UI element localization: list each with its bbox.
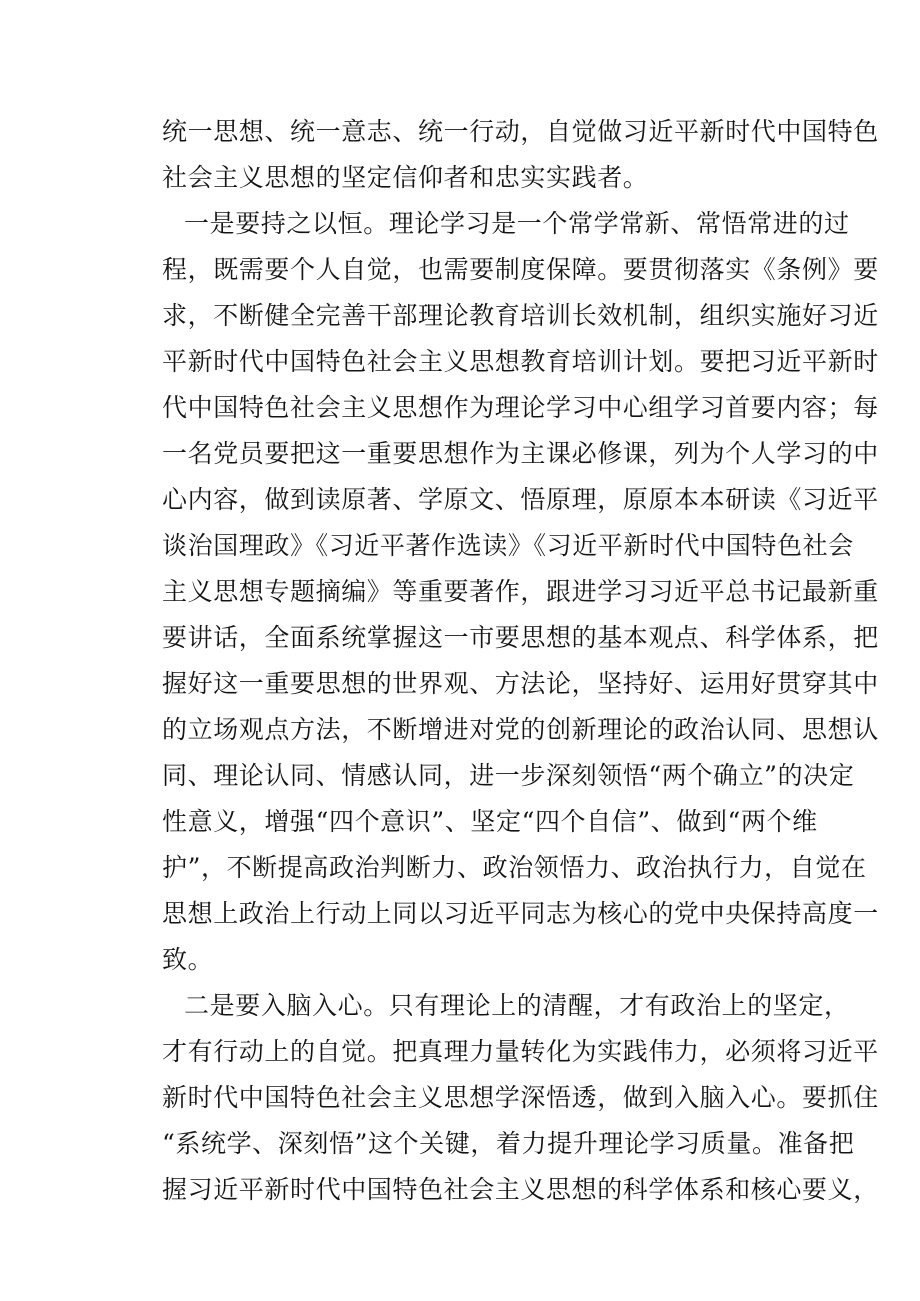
text-line: 思想上政治上行动上同以习近平同志为核心的党中央保持高度一 — [162, 899, 879, 928]
text-line: 主义思想专题摘编》等重要著作，跟进学习习近平总书记最新重 — [162, 577, 879, 606]
text-line: 致。 — [162, 945, 214, 974]
text-line: 二是要入脑入心。只有理论上的清醒，才有政治上的坚定， — [184, 991, 850, 1020]
text-line: 一名党员要把这一重要思想作为主课必修课，列为个人学习的中 — [162, 439, 879, 468]
text-line: 平新时代中国特色社会主义思想教育培训计划。要把习近平新时 — [162, 347, 879, 376]
text-line: 社会主义思想的坚定信仰者和忠实实践者。 — [162, 163, 649, 192]
text-line: 程，既需要个人自觉，也需要制度保障。要贯彻落实《条例》要 — [162, 255, 879, 284]
text-line: 才有行动上的自觉。把真理力量转化为实践伟力，必须将习近平 — [162, 1037, 879, 1066]
text-line: 统一思想、统一意志、统一行动，自觉做习近平新时代中国特色 — [162, 117, 879, 146]
text-line: 谈治国理政》《习近平著作选读》《习近平新时代中国特色社会 — [162, 531, 854, 560]
text-line: 心内容，做到读原著、学原文、悟原理，原原本本研读《习近平 — [162, 485, 879, 514]
text-line: 握习近平新时代中国特色社会主义思想的科学体系和核心要义， — [162, 1175, 879, 1204]
text-line: 护”，不断提高政治判断力、政治领悟力、政治执行力，自觉在 — [162, 853, 867, 882]
text-line: 新时代中国特色社会主义思想学深悟透，做到入脑入心。要抓住 — [162, 1083, 879, 1112]
text-line: 握好这一重要思想的世界观、方法论，坚持好、运用好贯穿其中 — [162, 669, 879, 698]
text-line: 要讲话，全面系统掌握这一市要思想的基本观点、科学体系，把 — [162, 623, 879, 652]
text-line: 代中国特色社会主义思想作为理论学习中心组学习首要内容；每 — [162, 393, 879, 422]
text-line: 性意义，增强“四个意识”、坚定“四个自信”、做到“两个维 — [162, 807, 818, 836]
text-line: 求，不断健全完善干部理论教育培训长效机制，组织实施好习近 — [162, 301, 879, 330]
text-line: “系统学、深刻悟”这个关键，着力提升理论学习质量。准备把 — [162, 1129, 855, 1158]
text-line: 的立场观点方法，不断增进对党的创新理论的政治认同、思想认 — [162, 715, 879, 744]
text-line: 一是要持之以恒。理论学习是一个常学常新、常悟常进的过 — [184, 209, 850, 238]
text-line: 同、理论认同、情感认同，进一步深刻领悟“两个确立”的决定 — [162, 761, 855, 790]
